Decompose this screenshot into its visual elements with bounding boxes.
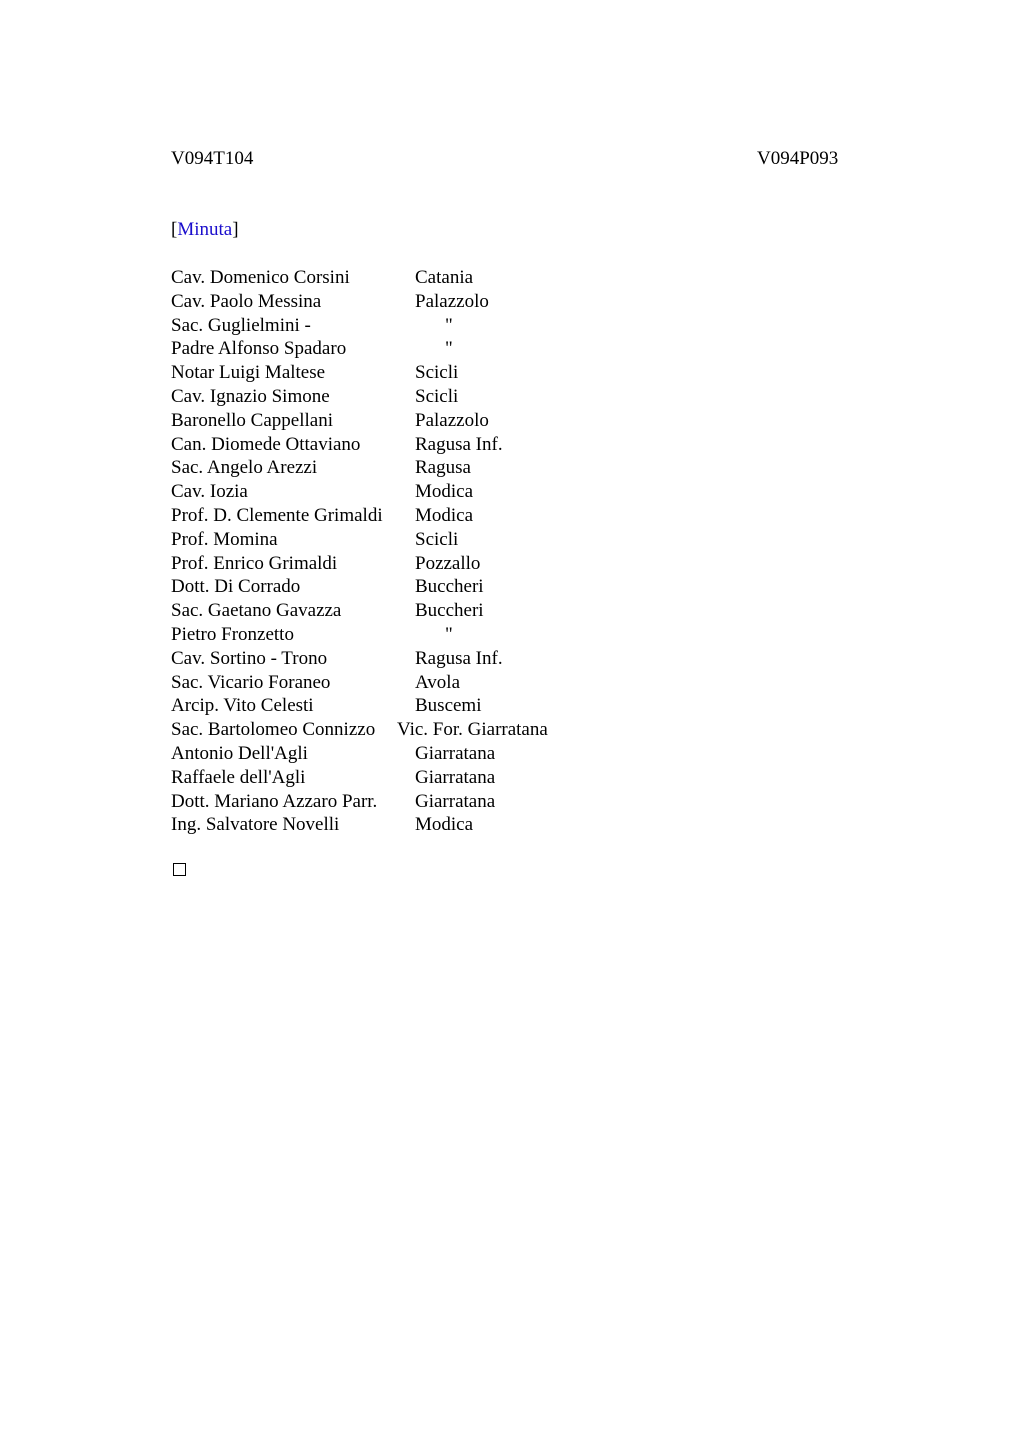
recipient-place: Modica: [415, 481, 474, 503]
recipient-name: Cav. Sortino - Trono: [171, 647, 328, 669]
recipient-place: ": [445, 338, 453, 360]
square-box-icon: [173, 863, 186, 876]
recipient-place: Buccheri: [415, 576, 484, 598]
recipient-name: Arcip. Vito Celesti: [171, 695, 314, 717]
document-code-right: V094P093: [757, 148, 839, 169]
recipient-place: Ragusa: [415, 457, 471, 479]
recipient-name: Sac. Bartolomeo Connizzo: [171, 719, 376, 741]
recipient-name: Prof. Enrico Grimaldi: [171, 552, 338, 574]
recipient-name: Ing. Salvatore Novelli: [171, 814, 340, 836]
recipient-name: Can. Diomede Ottaviano: [171, 433, 361, 455]
recipient-name: Notar Luigi Maltese: [171, 362, 326, 384]
recipient-name: Baronello Cappellani: [171, 409, 333, 431]
open-bracket: [: [171, 219, 178, 240]
recipient-name: Sac. Vicario Foraneo: [171, 671, 331, 693]
recipient-name: Dott. Di Corrado: [171, 576, 301, 598]
recipient-name: Sac. Gaetano Gavazza: [171, 600, 342, 622]
recipient-name: Cav. Domenico Corsini: [171, 267, 350, 288]
recipient-place: Ragusa Inf.: [415, 433, 503, 455]
recipient-place: Catania: [415, 267, 474, 288]
recipient-name: Padre Alfonso Spadaro: [171, 338, 347, 360]
recipient-name: Prof. Momina: [171, 528, 278, 550]
recipient-place: Scicli: [415, 528, 459, 550]
recipient-place: Buccheri: [415, 600, 484, 622]
recipient-name: Antonio Dell'Agli: [171, 742, 308, 764]
recipient-place: Giarratana: [415, 790, 496, 812]
recipient-place: Palazzolo: [415, 409, 489, 431]
recipient-place: Scicli: [415, 362, 459, 384]
recipient-place: Giarratana: [415, 742, 496, 764]
recipient-name: Dott. Mariano Azzaro Parr.: [171, 790, 378, 812]
recipient-place: Buscemi: [415, 695, 482, 717]
recipient-place: Avola: [415, 671, 461, 693]
recipient-place: ": [445, 623, 453, 645]
recipient-place: Scicli: [415, 385, 459, 407]
recipient-name: Cav. Paolo Messina: [171, 290, 322, 312]
recipient-place: Palazzolo: [415, 290, 489, 312]
recipient-place: Giarratana: [415, 766, 496, 788]
recipient-name: Raffaele dell'Agli: [171, 766, 306, 788]
recipient-name: Sac. Angelo Arezzi: [171, 457, 318, 479]
minuta-link[interactable]: Minuta: [177, 219, 233, 240]
recipient-name: Pietro Fronzetto: [171, 623, 294, 645]
recipient-place: Modica: [415, 814, 474, 836]
recipient-place: Ragusa Inf.: [415, 647, 503, 669]
recipient-name: Cav. Ignazio Simone: [171, 385, 330, 407]
recipient-name: Prof. D. Clemente Grimaldi: [171, 504, 383, 526]
recipient-name: Sac. Guglielmini -: [171, 314, 311, 336]
recipient-place: Pozzallo: [415, 552, 481, 574]
close-bracket: ]: [232, 219, 239, 240]
recipient-place: Vic. For. Giarratana: [397, 719, 548, 741]
recipient-place: Modica: [415, 504, 474, 526]
minuta-heading: [171, 218, 239, 241]
document-code-left: V094T104: [171, 148, 254, 169]
recipient-place: ": [445, 314, 453, 336]
recipient-name: Cav. Iozia: [171, 481, 248, 503]
